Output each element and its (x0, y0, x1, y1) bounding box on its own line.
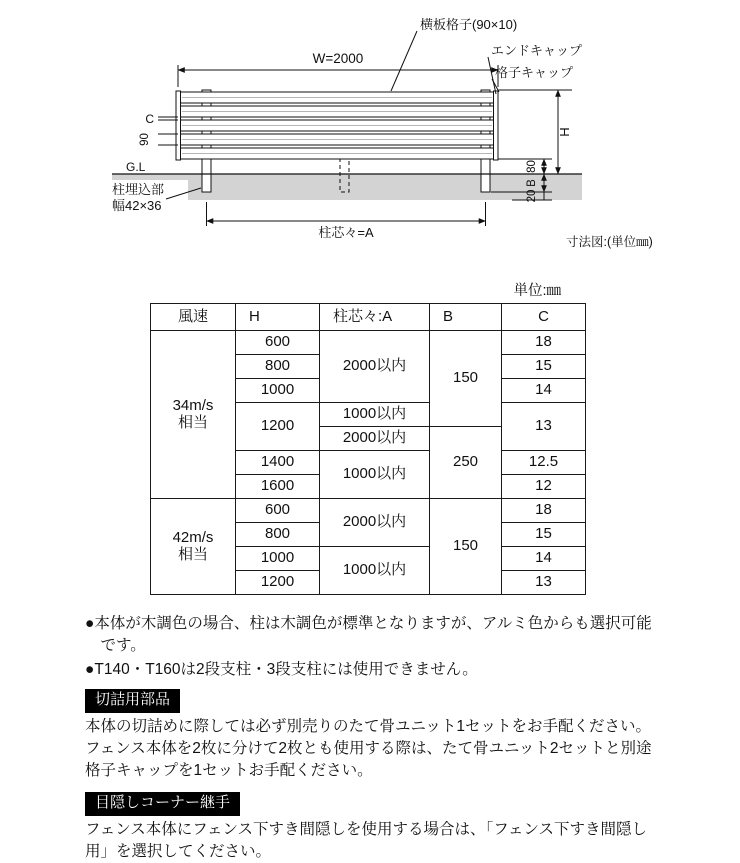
dimension-left (158, 117, 178, 145)
col-header-a: 柱芯々:A (320, 304, 430, 331)
h-cell: 600 (236, 499, 320, 523)
h-cell: 800 (236, 523, 320, 547)
wind-speed-34-line1: 34m/s (172, 396, 214, 414)
c-cell: 18 (502, 499, 586, 523)
c-cell: 18 (502, 331, 586, 355)
note-t140-t160: ●T140・T160は2段支柱・3段支柱には使用できません。 (85, 661, 478, 678)
table-unit-label: 単位:㎜ (513, 283, 561, 299)
c-cell: 12 (502, 475, 586, 499)
b-cell: 250 (430, 427, 502, 499)
table-row (151, 331, 586, 355)
col-header-c: C (502, 304, 586, 331)
section-body-cut-parts: 本体の切詰めに際しては必ず別売りのたて骨ユニット1セットをお手配ください。フェンス本体を2枚に分けて2枚とも使用する際は、たて骨ユニット2セットと別途格子キャップを1セットお手配ください。 (85, 717, 652, 779)
wind-speed-34-line2: 相当 (177, 413, 208, 431)
a-cell: 2000以内 (320, 331, 430, 403)
c-cell: 13 (502, 403, 586, 451)
dimension-w-label: W=2000 (312, 51, 364, 66)
c-cell: 14 (502, 547, 586, 571)
col-header-b: B (430, 304, 502, 331)
a-cell: 1000以内 (320, 451, 430, 499)
left-end-cap (176, 91, 181, 160)
h-cell: 600 (236, 331, 320, 355)
notes-list (85, 613, 663, 681)
h-cell: 1000 (236, 547, 320, 571)
h-cell: 1000 (236, 379, 320, 403)
c-cell: 15 (502, 523, 586, 547)
section-cut-parts (85, 689, 663, 782)
dimension-20-label: 20 (526, 189, 538, 203)
h-cell: 1200 (236, 403, 320, 451)
dimension-a-label: 柱芯々=A (318, 225, 374, 240)
post-embed-label-1: 柱埋込部 (112, 182, 165, 197)
section-title-cut-parts: 切詰用部品 (85, 689, 180, 713)
dimension-w (178, 65, 498, 87)
wind-speed-42-line1: 42m/s (172, 528, 214, 546)
dimension-80-label: 80 (526, 160, 538, 173)
wind-speed-34-cell (151, 331, 236, 499)
h-cell: 1400 (236, 451, 320, 475)
b-cell: 150 (430, 331, 502, 427)
c-cell: 13 (502, 571, 586, 595)
col-header-h: H (236, 304, 320, 331)
spec-table (150, 303, 586, 595)
dimension-a (207, 202, 486, 226)
wind-speed-42-line2: 相当 (177, 545, 208, 563)
dimension-h-label: H (557, 127, 572, 137)
col-header-wind: 風速 (151, 304, 236, 331)
callout-leaders (391, 31, 499, 94)
dimension-diagram (0, 4, 740, 266)
h-cell: 1200 (236, 571, 320, 595)
section-corner-joint (85, 792, 663, 863)
grid-cap-callout-label: 格子キャップ (495, 65, 574, 80)
horizontal-boards (176, 91, 498, 160)
a-cell: 2000以内 (320, 427, 430, 451)
b-cell: 150 (430, 499, 502, 595)
a-cell: 1000以内 (320, 547, 430, 595)
a-cell: 1000以内 (320, 403, 430, 427)
ground-line-label: G.L (126, 160, 146, 174)
h-cell: 800 (236, 355, 320, 379)
table-row (151, 499, 586, 523)
h-cell: 1600 (236, 475, 320, 499)
note-wood-color: ●本体が木調色の場合、柱は木調色が標準となりますが、アルミ色からも選択可能です。 (85, 615, 652, 654)
post-embed-label-2: 幅42×36 (112, 198, 162, 213)
right-end-cap (494, 91, 499, 160)
a-cell: 2000以内 (320, 499, 430, 547)
section-body-corner-joint: フェンス本体にフェンス下すき間隠しを使用する場合は、「フェンス下すき間隠し用」を選択してください。 (85, 820, 648, 860)
wind-speed-42-cell (151, 499, 236, 595)
dimension-90-label: 90 (139, 133, 151, 146)
diagram-caption: 寸法図:(単位㎜) (566, 235, 653, 249)
section-title-corner-joint: 目隠しコーナー継手 (85, 792, 240, 816)
dimension-c-label: C (145, 112, 154, 126)
c-cell: 12.5 (502, 451, 586, 475)
dimension-b-label: B (526, 179, 538, 187)
c-cell: 14 (502, 379, 586, 403)
table-header-row (151, 304, 586, 331)
c-cell: 15 (502, 355, 586, 379)
board-callout-label: 横板格子(90×10) (420, 17, 518, 32)
end-cap-callout-label: エンドキャップ (491, 43, 583, 58)
